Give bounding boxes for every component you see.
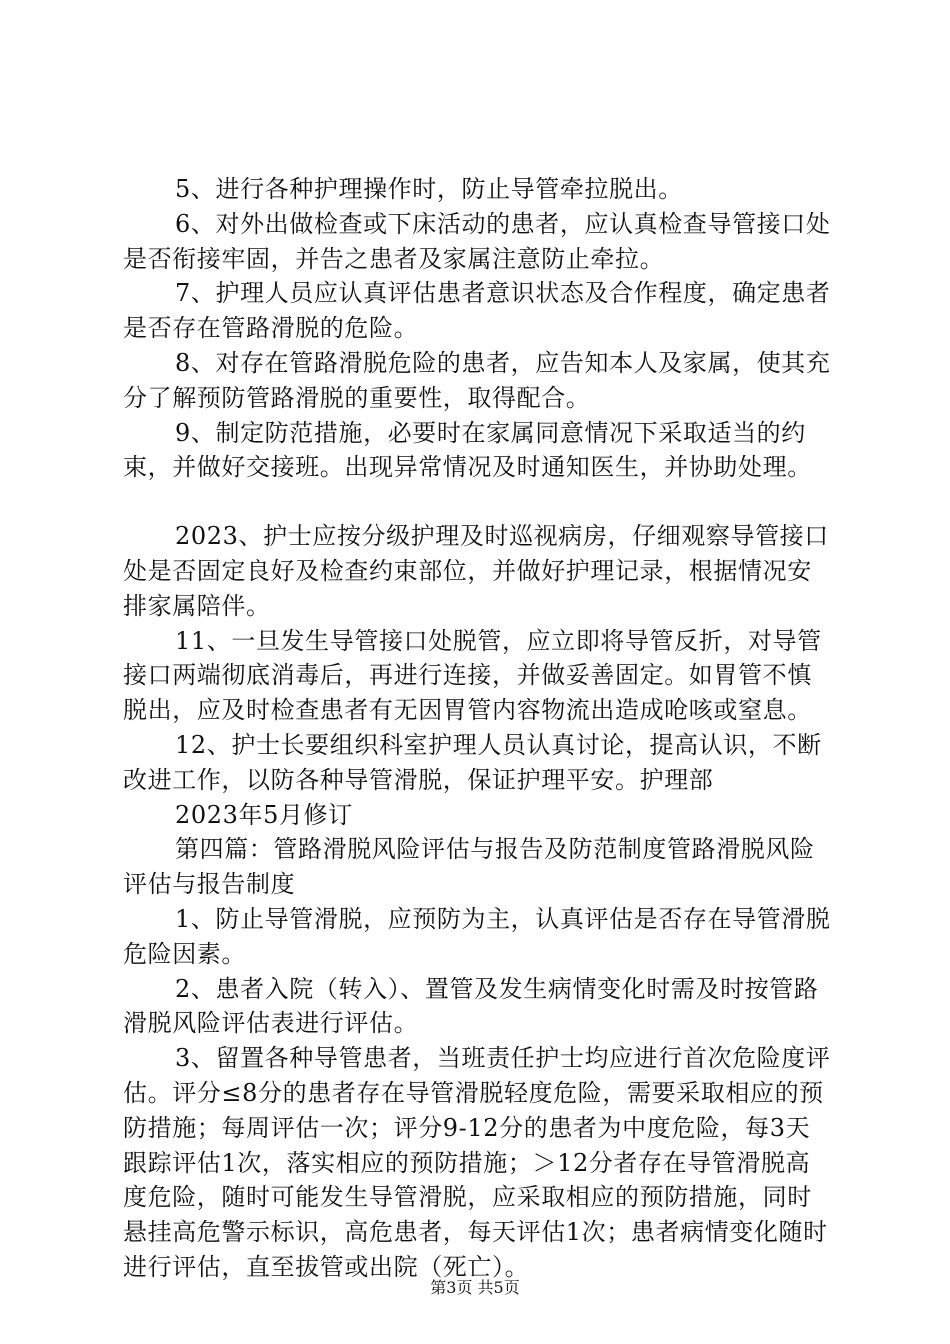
- paragraph-item-6: 6、对外出做检查或下床活动的患者，应认真检查导管接口处是否衔接牢固，并告之患者及家属注意防止牵拉。: [123, 209, 831, 273]
- paragraph-item-5: 5、进行各种护理操作时，防止导管牵拉脱出。: [175, 175, 683, 203]
- paragraph-item-7: 7、护理人员应认真评估患者意识状态及合作程度，确定患者是否存在管路滑脱的危险。: [123, 279, 831, 343]
- section-heading: 第四篇：管路滑脱风险评估与报告及防范制度管路滑脱风险评估与报告制度: [123, 835, 815, 899]
- rule-item-1: 1、防止导管滑脱，应预防为主，认真评估是否存在导管滑脱危险因素。: [123, 904, 831, 968]
- revision-date: 2023年5月修订: [175, 800, 353, 829]
- document-body: [123, 172, 833, 1285]
- paragraph-item-9: 9、制定防范措施，必要时在家属同意情况下采取适当的约束，并做好交接班。出现异常情况及时通知医生，并协助处理。: [123, 418, 812, 482]
- page-number-label: 第3页 共5页: [430, 1278, 520, 1297]
- page-footer: [0, 1278, 950, 1298]
- rule-item-2: 2、患者入院（转入）、置管及发生病情变化时需及时按管路滑脱风险评估表进行评估。: [123, 974, 819, 1038]
- rule-item-3: 3、留置各种导管患者，当班责任护士均应进行首次危险度评估。评分≤8分的患者存在导管滑脱轻度危险，需要采取相应的预防措施；每周评估一次；评分9-12分的患者为中度危险，每3天跟踪评估1次，落实相应的预防措施；＞12分者存在导管滑脱高度危险，随时可能发生导管滑脱，应采取相应的预防措施，同时悬挂高危警示标识，高危患者，每天评估1次；患者病情变化随时进行评估，直至拔管或出院（死亡）。: [123, 1044, 831, 1281]
- paragraph-item-8: 8、对存在管路滑脱危险的患者，应告知本人及家属，使其充分了解预防管路滑脱的重要性，取得配合。: [123, 348, 831, 412]
- paragraph-item-11: 11、一旦发生导管接口处脱管，应立即将导管反折，对导管接口两端彻底消毒后，再进行连接，并做妥善固定。如胃管不慎脱出，应及时检查患者有无因胃管内容物流出造成呛咳或窒息。: [123, 626, 822, 725]
- paragraph-item-10: 2023、护士应按分级护理及时巡视病房，仔细观察导管接口处是否固定良好及检查约束部位，并做好护理记录，根据情况安排家属陪伴。: [123, 522, 829, 620]
- paragraph-item-12: 12、护士长要组织科室护理人员认真讨论，提高认识，不断改进工作，以防各种导管滑脱，保证护理平安。护理部: [123, 730, 822, 794]
